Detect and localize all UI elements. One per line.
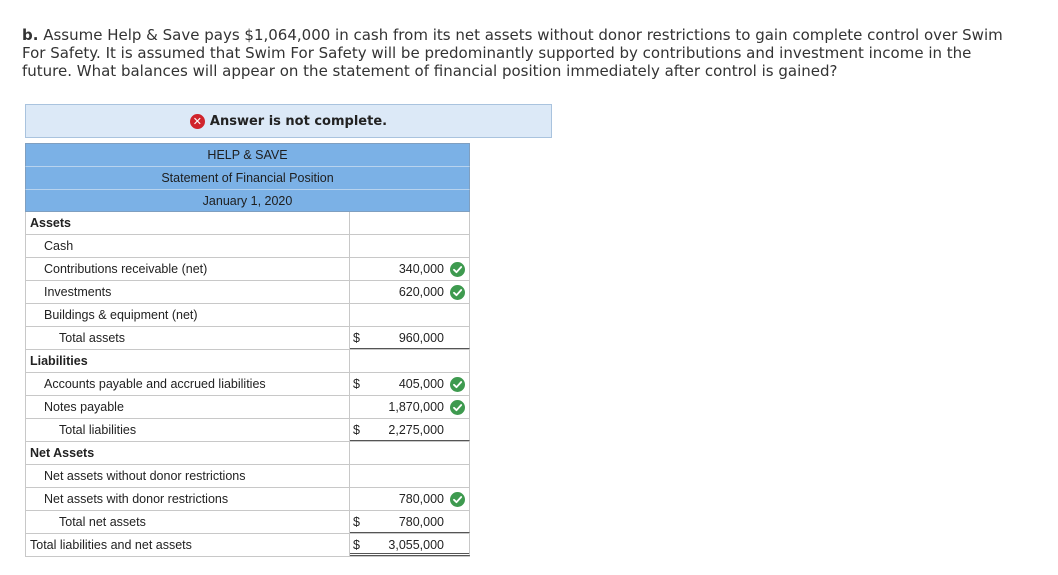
amount-cell[interactable] [350, 396, 470, 418]
amount-value: 405,000 [398, 377, 444, 391]
answer-status-banner [25, 104, 552, 138]
statement-entity: HELP & SAVE [25, 143, 470, 166]
question-body: Assume Help & Save pays $1,064,000 in cash from its net assets without donor restrictions to gain complete control over Swim For Safety. It is assumed that Swim For Safety will be predominantly supported by contributions and investment income in the future. What balances will appear on the statement of financial position immediately after control is gained? [22, 26, 1003, 80]
row-label: Cash [25, 235, 350, 257]
table-row [25, 465, 470, 488]
amount-value: 1,870,000 [388, 400, 444, 414]
dollar-sign: $ [353, 331, 360, 345]
row-label: Notes payable [25, 396, 350, 418]
amount-cell[interactable] [350, 304, 470, 326]
statement-title: Statement of Financial Position [25, 166, 470, 189]
table-row [25, 511, 470, 534]
row-label: Buildings & equipment (net) [25, 304, 350, 326]
row-label: Total liabilities [25, 419, 350, 441]
amount-cell[interactable] [350, 511, 470, 533]
check-circle-icon [450, 377, 465, 392]
section-heading: Net Assets [25, 442, 350, 464]
table-row [25, 258, 470, 281]
answer-status-text: Answer is not complete. [209, 113, 388, 129]
amount-cell [350, 350, 470, 372]
table-row [25, 373, 470, 396]
amount-cell[interactable] [350, 281, 470, 303]
dollar-sign: $ [353, 423, 360, 437]
amount-cell[interactable] [350, 534, 470, 556]
row-label: Contributions receivable (net) [25, 258, 350, 280]
dollar-sign: $ [353, 377, 360, 391]
table-row [25, 281, 470, 304]
table-row [25, 350, 470, 373]
row-label: Investments [25, 281, 350, 303]
amount-cell[interactable] [350, 235, 470, 257]
amount-cell[interactable] [350, 327, 470, 349]
amount-cell[interactable] [350, 488, 470, 510]
amount-value: 2,275,000 [388, 423, 444, 437]
question-text [22, 26, 1012, 80]
table-row [25, 327, 470, 350]
row-label: Accounts payable and accrued liabilities [25, 373, 350, 395]
amount-cell [350, 212, 470, 234]
financial-statement-table [25, 143, 470, 557]
table-row [25, 304, 470, 327]
amount-cell [350, 442, 470, 464]
amount-cell[interactable] [350, 419, 470, 441]
amount-value: 960,000 [398, 331, 444, 345]
table-row [25, 396, 470, 419]
amount-value: 340,000 [398, 262, 444, 276]
row-label: Total assets [25, 327, 350, 349]
check-circle-icon [450, 400, 465, 415]
table-row [25, 534, 470, 557]
table-row [25, 212, 470, 235]
table-row [25, 419, 470, 442]
table-row [25, 235, 470, 258]
row-label: Net assets with donor restrictions [25, 488, 350, 510]
amount-value: 780,000 [398, 492, 444, 506]
amount-value: 620,000 [398, 285, 444, 299]
error-x-icon: ✕ [190, 114, 205, 129]
section-heading: Assets [25, 212, 350, 234]
statement-rows [25, 212, 470, 557]
table-row [25, 442, 470, 465]
row-label: Total net assets [25, 511, 350, 533]
table-row [25, 488, 470, 511]
amount-value: 3,055,000 [388, 538, 444, 552]
question-prefix: b. [22, 26, 39, 44]
check-circle-icon [450, 492, 465, 507]
check-circle-icon [450, 262, 465, 277]
statement-date: January 1, 2020 [25, 189, 470, 212]
row-label: Net assets without donor restrictions [25, 465, 350, 487]
amount-cell[interactable] [350, 465, 470, 487]
row-label: Total liabilities and net assets [25, 534, 350, 556]
dollar-sign: $ [353, 515, 360, 529]
amount-value: 780,000 [398, 515, 444, 529]
dollar-sign: $ [353, 538, 360, 552]
amount-cell[interactable] [350, 373, 470, 395]
section-heading: Liabilities [25, 350, 350, 372]
check-circle-icon [450, 285, 465, 300]
amount-cell[interactable] [350, 258, 470, 280]
